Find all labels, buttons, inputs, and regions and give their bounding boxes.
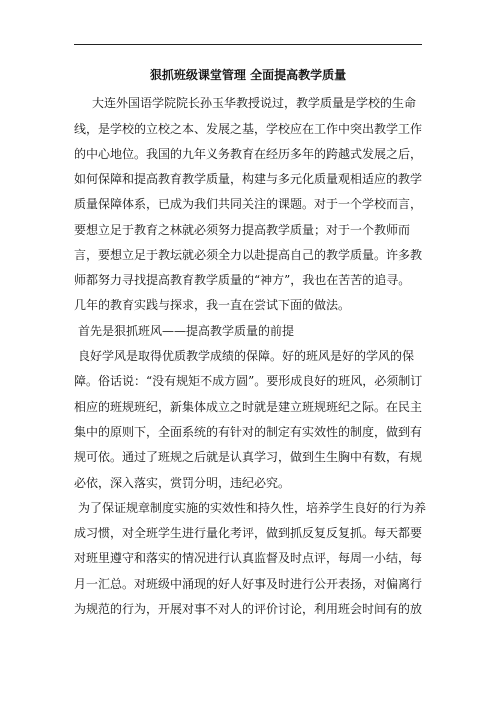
paragraph-line: 言，要想立足于教坛就必须全力以赴提高自己的教学质量。许多教 — [74, 248, 423, 262]
paragraph-line: 几年的教育实践与探求，我一直在尝试下面的做法。 — [74, 298, 351, 312]
paragraph-line: 集中的原则下，全面系统的有针对的制定有实效性的制度，做到有 — [74, 425, 423, 439]
paragraph-line: 质量保障体系，已成为我们共同关注的课题。对于一个学校而言， — [74, 197, 423, 211]
paragraph-line: 如何保障和提高教育教学质量，构建与多元化质量观相适应的教学 — [74, 172, 423, 186]
paragraph-line: 良好学风是取得优质教学成绩的保障。好的班风是好的学风的保 — [78, 349, 415, 363]
paragraph-line: 相应的班规班纪，新集体成立之时就是建立班规班纪之际。在民主 — [74, 400, 423, 414]
paragraph-line: 为了保证规章制度实施的实效性和持久性，培养学生良好的行为养 — [78, 501, 427, 515]
paragraph-line: 对班里遵守和落实的情况进行认真监督及时点评，每周一小结，每 — [74, 551, 423, 565]
paragraph-line: 规可依。通过了班规之后就是认真学习，做到生生胸中有数，有规 — [74, 450, 423, 464]
paragraph-line: 成习惯，对全班学生进行量化考评，做到抓反复反复抓。每天都要 — [74, 526, 423, 540]
document-title: 狠抓班级课堂管理 全面提高教学质量 — [149, 68, 347, 82]
paragraph-line: 线，是学校的立校之本、发展之基，学校应在工作中突出教学工作 — [74, 122, 423, 136]
header-rule — [74, 44, 422, 45]
paragraph-line: 大连外国语学院院长孙玉华教授说过，教学质量是学校的生命 — [92, 96, 417, 110]
paragraph-line: 师都努力寻找提高教育教学质量的“神方”，我也在苦苦的追寻。 — [74, 273, 411, 287]
section-heading: 首先是狠抓班风——提高教学质量的前提 — [78, 324, 295, 338]
paragraph-line: 为规范的行为，开展对事不对人的评价讨论，利用班会时间有的放 — [74, 602, 423, 616]
paragraph-line: 必依，深入落实，赏罚分明，违纪必究。 — [74, 476, 291, 490]
paragraph-line: 的中心地位。我国的九年义务教育在经历多年的跨越式发展之后， — [74, 147, 423, 161]
paragraph-line: 要想立足于教育之林就必须努力提高教学质量；对于一个教师而 — [74, 223, 411, 237]
paragraph-line: 月一汇总。对班级中涌现的好人好事及时进行公开表扬，对偏离行 — [74, 577, 423, 591]
paragraph-line: 障。俗话说：“没有规矩不成方圆”。要形成良好的班风，必须制订 — [74, 374, 423, 388]
